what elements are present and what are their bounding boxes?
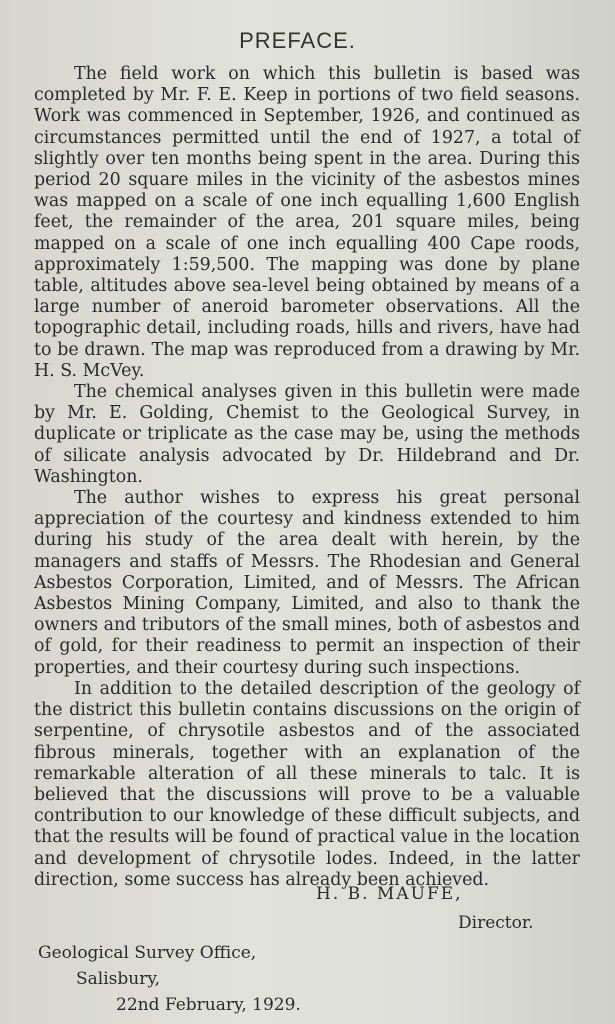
signature-role: Director.	[458, 913, 534, 933]
address-block	[38, 940, 301, 1018]
paragraph-chemical-analyses: The chemical analyses given in this bulletin were made by Mr. E. Golding, Chemist to the Geological Survey, in duplicate or triplicate as the case may be, using the methods of silicate analysis advocated by Dr. Hildebrand and Dr. Washington.	[34, 382, 580, 487]
preface-body	[34, 64, 580, 891]
address-date: 22nd February, 1929.	[116, 995, 301, 1015]
paragraph-discussions: In addition to the detailed description of the geology of the district this bulletin contains discussions on the origin of serpentine, of chrysotile asbestos and of the associated fibrous minerals, together with an explanation of the remarkable alteration of all these minerals to talc. It is believed that the discussions will prove to be a valuable contribution to our knowledge of these difficult subjects, and that the results will be found of practical value in the location and development of chrysotile lodes. Indeed, in the latter direction, some success has already been achieved.	[34, 678, 581, 890]
signature-name: H. B. MAUFE,	[316, 884, 463, 904]
address-office: Geological Survey Office,	[38, 943, 257, 963]
address-city: Salisbury,	[76, 969, 161, 989]
paragraph-acknowledgements: The author wishes to express his great personal appreciation of the courtesy and kindness extended to him during his study of the area dealt with herein, by the managers and staffs of Messrs. The Rhodesian and General Asbestos Corporation, Limited, and of Messrs. The African Asbestos Mining Company, Limited, and also to thank the owners and tributors of the small mines, both of asbestos and of gold, for their readiness to permit an inspection of their properties, and their courtesy during such inspections.	[34, 488, 580, 678]
paragraph-field-work: The field work on which this bulletin is based was completed by Mr. F. E. Keep in portions of two field seasons. Work was commenced in September, 1926, and continued as circumstances permitted until the end of 1927, a total of slightly over ten months being spent in the area. During this period 20 square miles in the vicinity of the asbestos mines was mapped on a scale of one inch equalling 1,600 English feet, the remainder of the area, 201 square miles, being mapped on a scale of one inch equalling 400 Cape roods, approximately 1:59,500. The mapping was done by plane table, altitudes above sea-level being obtained by means of a large number of aneroid barometer observations. All the topographic detail, including roads, hills and rivers, have had to be drawn. The map was reproduced from a drawing by Mr. H. S. McVey.	[34, 64, 580, 381]
page-title: PREFACE.	[239, 28, 356, 53]
